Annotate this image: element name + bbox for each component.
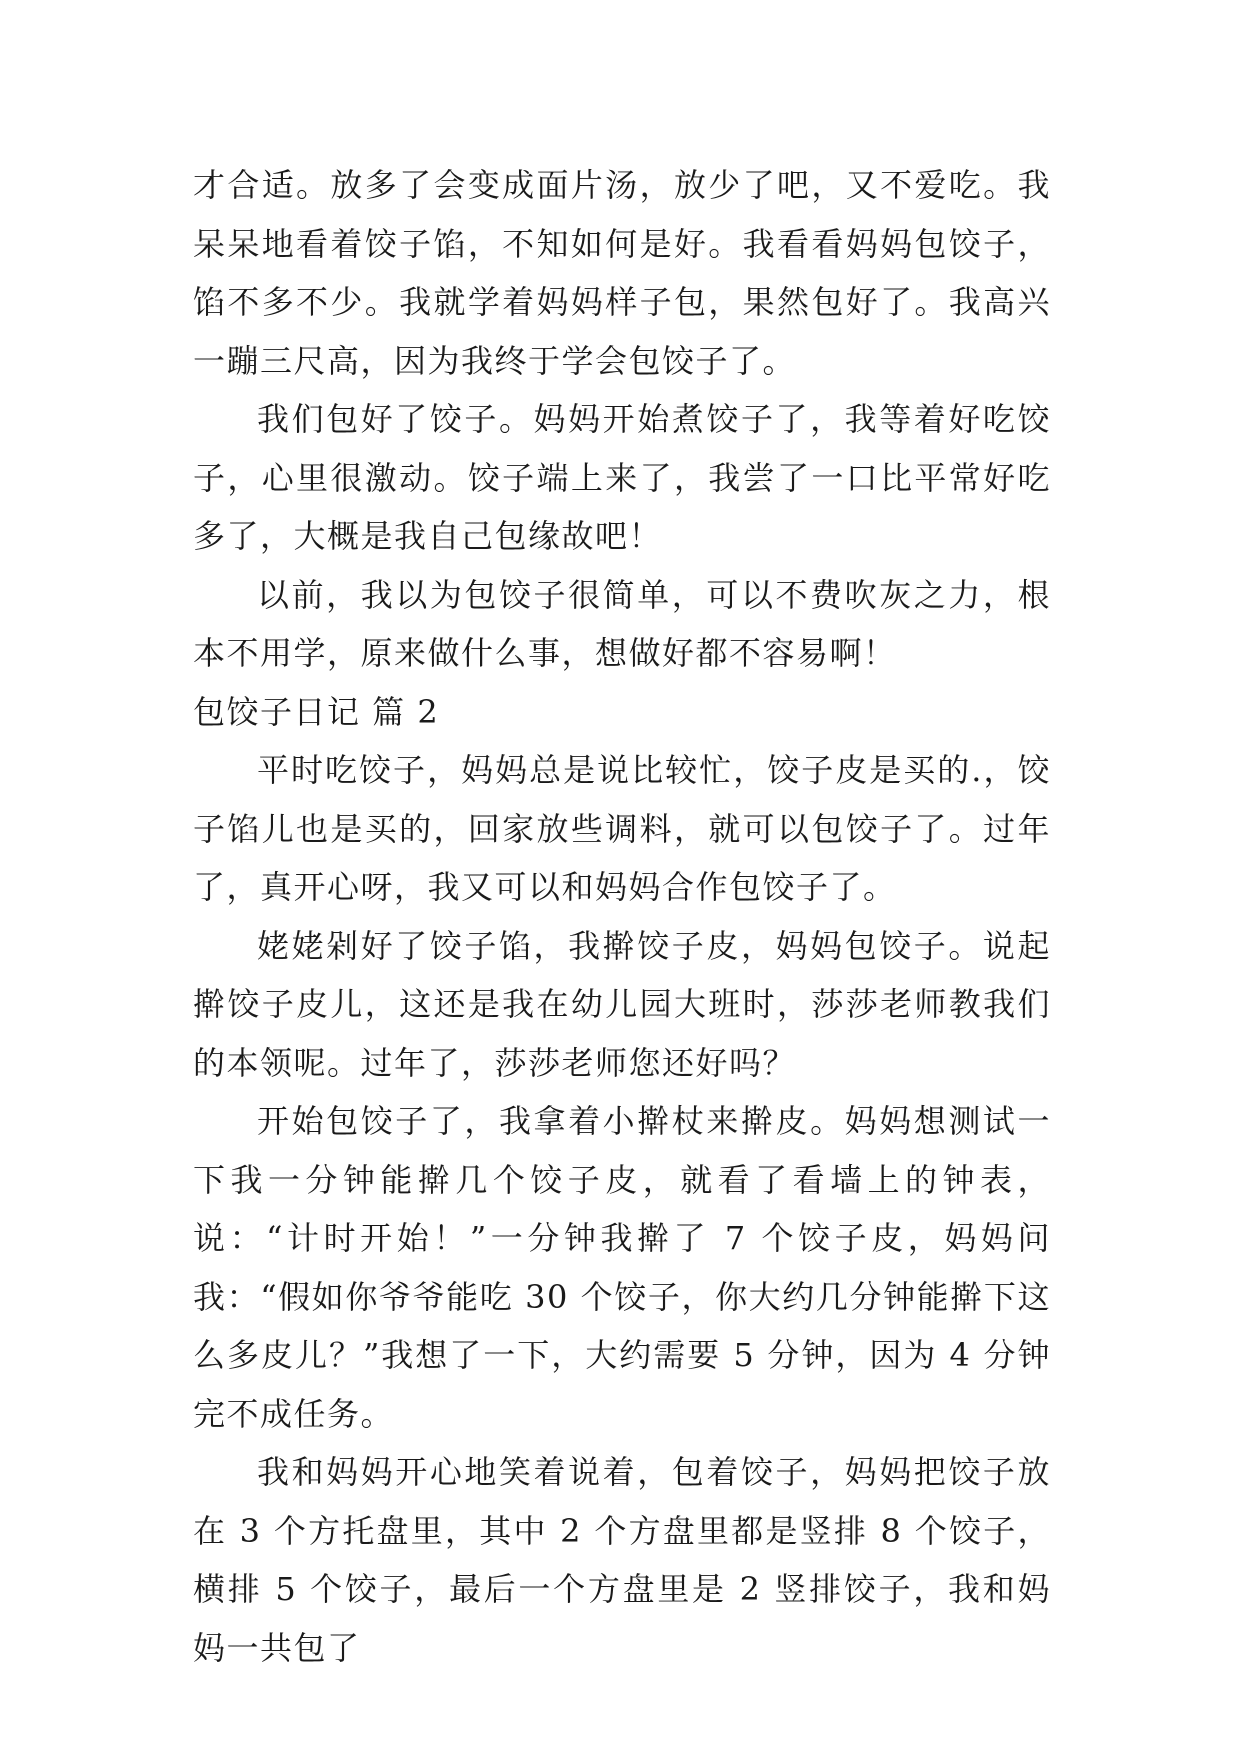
paragraph: 我和妈妈开心地笑着说着，包着饺子，妈妈把饺子放在 3 个方托盘里，其中 2 个方盘里都是竖排 8 个饺子，横排 5 个饺子，最后一个方盘里是 2 竖排饺子，我和妈妈一共包了 [193, 1453, 1051, 1667]
paragraph: 我们包好了饺子。妈妈开始煮饺子了，我等着好吃饺子，心里很激动。饺子端上来了，我尝了一口比平常好吃多了，大概是我自己包缘故吧！ [193, 400, 1051, 555]
document-body [193, 156, 1051, 1677]
paragraph: 开始包饺子了，我拿着小擀杖来擀皮。妈妈想测试一下我一分钟能擀几个饺子皮，就看了看墙上的钟表，说：“计时开始！”一分钟我擀了 7 个饺子皮，妈妈问我：“假如你爷爷能吃 30 个饺子，你大约几分钟能擀下这么多皮儿？”我想了一下，大约需要 5 分钟，因为 4 分钟完不成任务。 [193, 1102, 1051, 1433]
paragraph-continued: 才合适。放多了会变成面片汤，放少了吧，又不爱吃。我呆呆地看着饺子馅，不知如何是好。我看看妈妈包饺子，馅不多不少。我就学着妈妈样子包，果然包好了。我高兴一蹦三尺高，因为我终于学会包饺子了。 [193, 166, 1051, 380]
paragraph: 以前，我以为包饺子很简单，可以不费吹灰之力，根本不用学，原来做什么事，想做好都不容易啊！ [193, 575, 1051, 672]
paragraph: 平时吃饺子，妈妈总是说比较忙，饺子皮是买的.，饺子馅儿也是买的，回家放些调料，就可以包饺子了。过年了，真开心呀，我又可以和妈妈合作包饺子了。 [193, 751, 1051, 906]
section-heading: 包饺子日记 篇 2 [193, 692, 440, 731]
paragraph: 姥姥剁好了饺子馅，我擀饺子皮，妈妈包饺子。说起擀饺子皮儿，这还是我在幼儿园大班时，莎莎老师教我们的本领呢。过年了，莎莎老师您还好吗？ [193, 926, 1051, 1082]
